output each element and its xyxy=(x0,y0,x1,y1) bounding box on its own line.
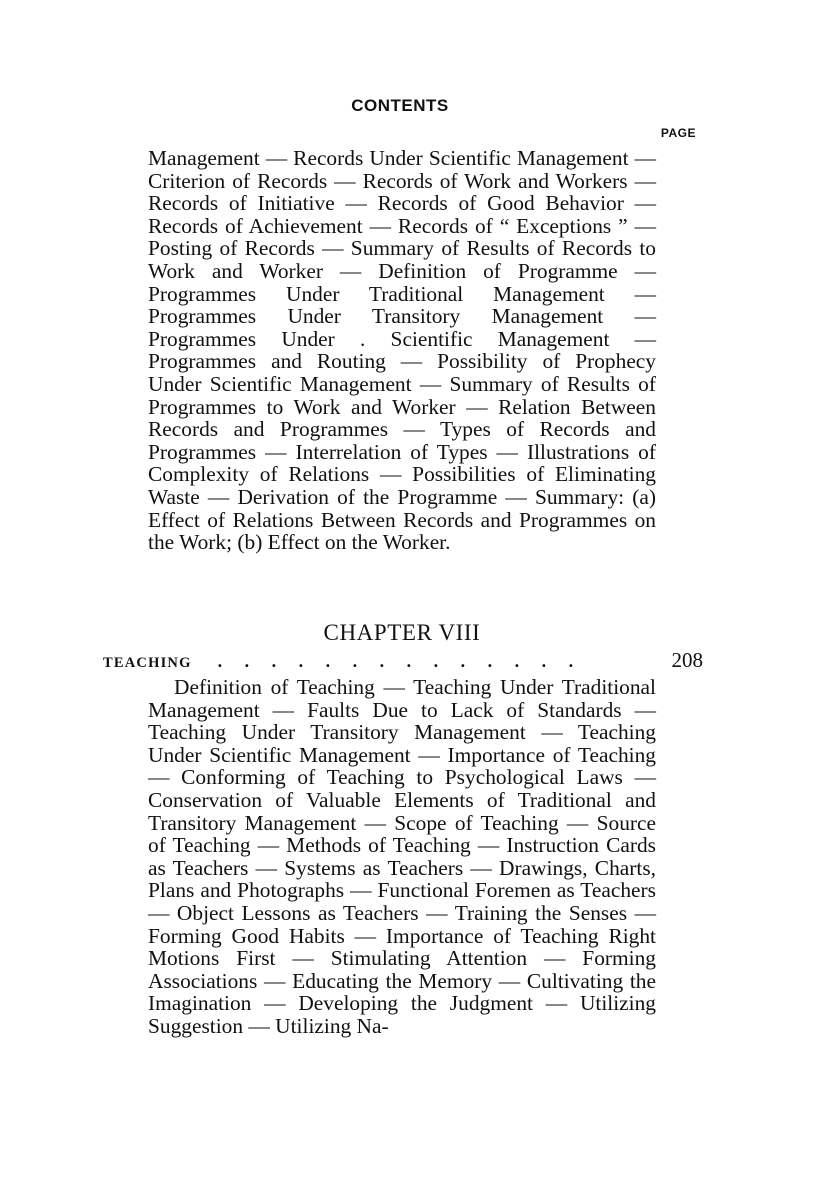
running-head-contents: CONTENTS xyxy=(351,96,449,115)
toc-entry-teaching[interactable] xyxy=(103,648,703,672)
previous-chapter-summary: Management — Records Under Scientific Management — Criterion of Records — Records of Work and Workers — Records of Initiative — Records of Good Behavior — Records of Achievement — Records of “ Exceptions ” — Posting of Records — Summary of Results of Records to Work and Worker — Definition of Programme — Programmes Under Traditional Management — Programmes Under Transitory Management — Programmes Under . Scientific Management — Programmes and Routing — Possibility of Prophecy Under Scientific Management — Summary of Results of Programmes to Work and Worker — Relation Between Records and Programmes — Types of Records and Programmes — Interrelation of Types — Illustrations of Complexity of Relations — Possibilities of Eliminating Waste — Derivation of the Programme — Summary: (a) Effect of Relations Between Records and Programmes on the Work; (b) Effect on the Worker. xyxy=(148,146,656,555)
toc-dot-leader: . . . . . . . . . . . . . . xyxy=(217,651,583,671)
toc-entry-title: TEACHING xyxy=(103,655,192,671)
page-column-label: PAGE xyxy=(660,126,696,140)
chapter-heading: CHAPTER VIII xyxy=(323,620,481,645)
chapter-summary: Definition of Teaching — Teaching Under Traditional Management — Faults Due to Lack of Standards — Teaching Under Transitory Management — Teaching Under Scientific Management — Importance of Teaching — Conforming of Teaching to Psychological Laws — Conservation of Valuable Elements of Traditional and Transitory Management — Scope of Teaching — Source of Teaching — Methods of Teaching — Instruction Cards as Teachers — Systems as Teachers — Drawings, Charts, Plans and Photographs — Functional Foremen as Teachers — Object Lessons as Teachers — Training the Senses — Forming Good Habits — Importance of Teaching Right Motions First — Stimulating Attention — Forming Associations — Educating the Memory — Cultivating the Imagination — Developing the Judgment — Utilizing Suggestion — Utilizing Na- xyxy=(148,675,656,1038)
toc-entry-page-number: 208 xyxy=(671,648,703,672)
